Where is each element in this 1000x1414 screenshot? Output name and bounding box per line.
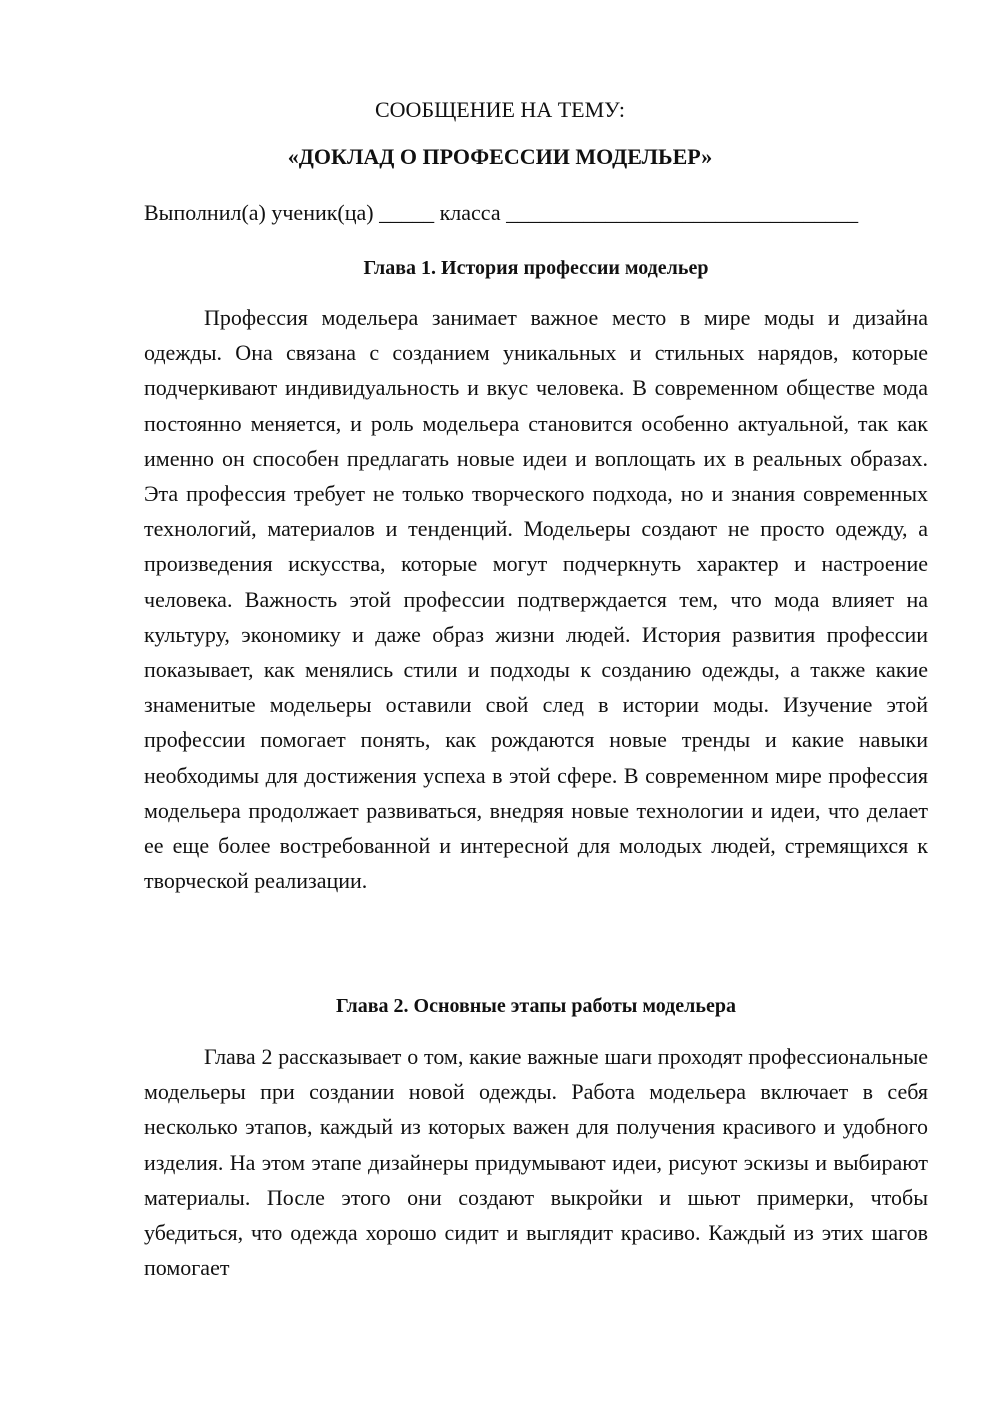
chapter2-paragraph: Глава 2 рассказывает о том, какие важные шаги проходят профессиональные модельеры при создании новой одежды. Работа модельера включает в себя несколько этапов, каждый из которых важен для получения красивого и удобного изделия. На этом этапе дизайнеры придумывают идеи, рисуют эскизы и выбирают материалы. После этого они создают выкройки и шьют примерки, чтобы убедиться, что одежда хорошо сидит и выглядит красиво. Каждый из этих шагов помогает bbox=[144, 1044, 928, 1281]
document-title-line1: СООБЩЕНИЕ НА ТЕМУ: bbox=[375, 97, 625, 122]
chapter2-heading: Глава 2. Основные этапы работы модельера bbox=[336, 995, 736, 1017]
document-title-line2: «ДОКЛАД О ПРОФЕССИИ МОДЕЛЬЕР» bbox=[287, 144, 713, 169]
chapter1-paragraph: Профессия модельера занимает важное место в мире моды и дизайна одежды. Она связана с созданием уникальных и стильных нарядов, которые подчеркивают индивидуальность и вкус человека. В современном обществе мода постоянно меняется, и роль модельера становится особенно актуальной, так как именно он способен предлагать новые идеи и воплощать их в реальных образах. Эта профессия требует не только творческого подхода, но и знания современных технологий, материалов и тенденций. Модельеры создают не просто одежду, а произведения искусства, которые могут подчеркнуть характер и настроение человека. Важность этой профессии подтверждается тем, что мода влияет на культуру, экономику и даже образ жизни людей. История развития профессии показывает, как менялись стили и подходы к созданию одежды, а также какие знаменитые модельеры оставили свой след в истории моды. Изучение этой профессии помогает понять, как рождаются новые тренды и какие навыки необходимы для достижения успеха в этой сфере. В современном мире профессия модельера продолжает развиваться, внедряя новые технологии и идеи, что делает ее еще более востребованной и интересной для молодых людей, стремящихся к творческой реализации. bbox=[144, 305, 928, 894]
author-byline: Выполнил(а) ученик(ца) _____ класса ________________________________ bbox=[144, 200, 859, 225]
chapter1-heading: Глава 1. История профессии модельер bbox=[363, 257, 709, 279]
